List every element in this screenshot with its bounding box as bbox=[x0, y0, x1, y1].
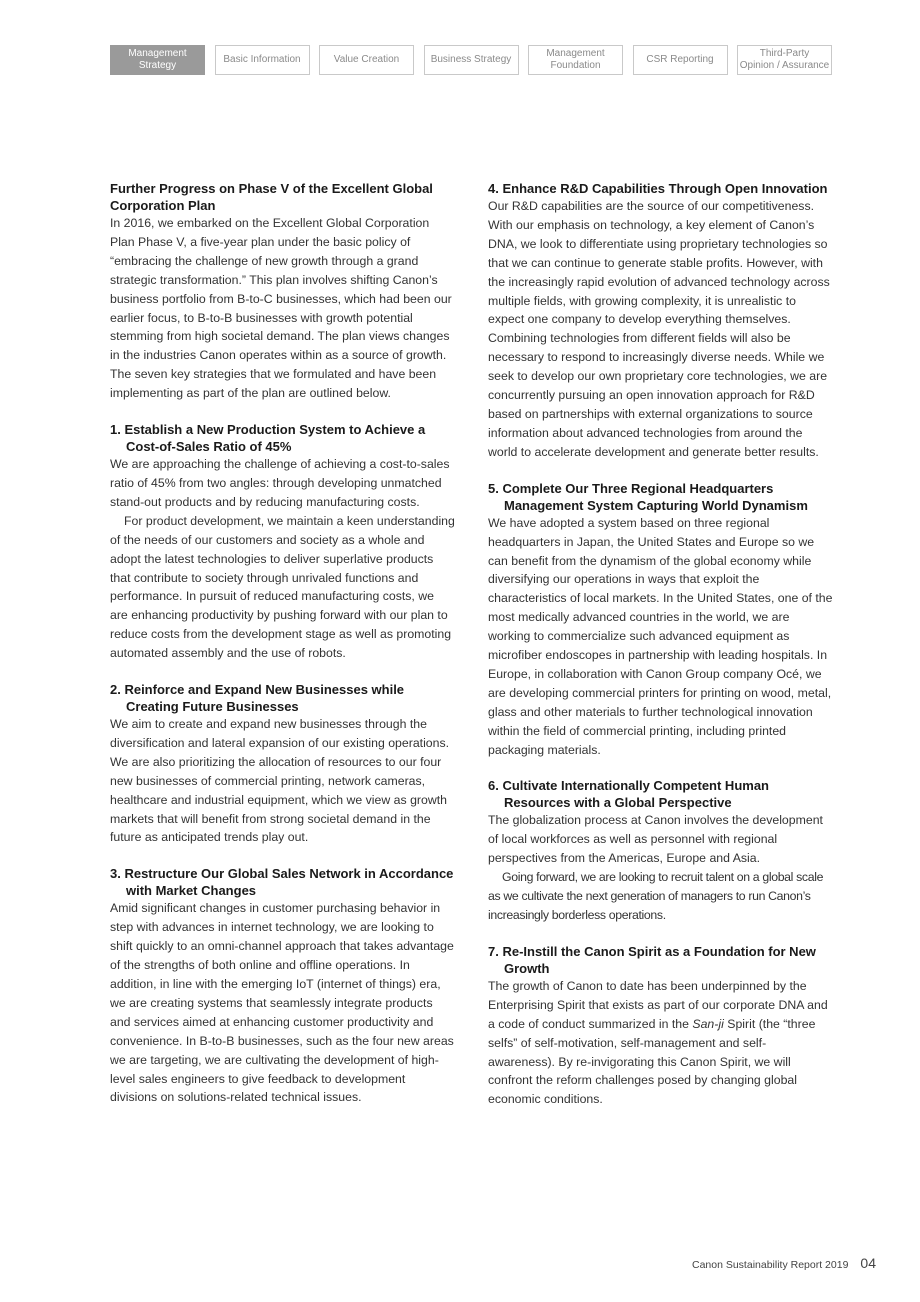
section-paragraph: Our R&D capabilities are the source of our competitiveness. With our emphasis on technology, a key element of Canon’s DNA, we look to differentiate using proprietary technologies so that we can continue to generate stable profits. However, with the increasingly rapid evolution of advanced technology across multiple fields, with growing complexity, it is unrealistic to expect one company to develop everything themselves. Combining technologies from different fields will also be necessary to respond to increasingly diverse needs. While we seek to develop our own proprietary core technologies, we are concurrently pursuing an open innovation approach for R&D based on partnerships with external organizations to source information about advanced technologies from around the world to accelerate development and generate better results. bbox=[488, 199, 830, 459]
section-paragraph: The globalization process at Canon involves the development of local workforces as well as personnel with regional perspectives from the Americas, Europe and Asia. bbox=[488, 813, 823, 866]
section-strategy-7 bbox=[488, 943, 833, 1109]
page-footer bbox=[692, 1255, 876, 1271]
section-paragraph: We have adopted a system based on three regional headquarters in Japan, the United States and Europe so we can benefit from the dynamism of the global economy while diversifying our operations in ways that exploit the characteristics of local markets. In the United States, one of the most medically advanced countries in the world, we are working to commercialize such advanced equipment as microfiber endoscopes in partnership with leading hospitals. In Europe, in collaboration with Canon Group company Océ, we are developing commercial printers for printing on wood, metal, glass and other materials to further technological innovation within the field of commercial printing, including printed packaging materials. bbox=[488, 515, 833, 757]
tab-value-creation[interactable]: Value Creation bbox=[319, 45, 414, 75]
page-number: 04 bbox=[860, 1255, 876, 1271]
tab-management-strategy[interactable]: Management Strategy bbox=[110, 45, 205, 75]
tab-csr-reporting[interactable]: CSR Reporting bbox=[633, 45, 728, 75]
section-strategy-5 bbox=[488, 480, 833, 760]
section-strategy-3 bbox=[110, 865, 455, 1107]
section-heading: 4. Enhance R&D Capabilities Through Open Innovation bbox=[488, 181, 828, 196]
tab-business-strategy[interactable]: Business Strategy bbox=[424, 45, 519, 75]
section-strategy-4 bbox=[488, 180, 833, 462]
section-paragraph: Amid significant changes in customer purchasing behavior in step with advances in internet technology, we are looking to shift quickly to an omni-channel approach that takes advantage of the strengths of both online and offline operations. In addition, in line with the emerging IoT (internet of things) era, we are creating systems that seamlessly integrate products and services aimed at enhancing customer productivity and convenience. In B-to-B businesses, such as the four new areas we are targeting, we are cultivating the development of high-level sales engineers to give feedback to development divisions on solutions-related technical issues. bbox=[110, 901, 454, 1105]
section-paragraph: For product development, we maintain a keen understanding of the needs of our customers and society as a whole and adopt the latest technologies to deliver superlative products that contribute to society through unrivaled functions and performance. In pursuit of reduced manufacturing costs, we are enhancing productivity by pushing forward with our plan to reduce costs from the development stage as well as promoting automated assembly and the use of robots. bbox=[110, 513, 455, 661]
section-tabs bbox=[110, 45, 832, 75]
section-heading: 2. Reinforce and Expand New Businesses while Creating Future Businesses bbox=[110, 682, 405, 715]
tab-management-foundation[interactable]: Management Foundation bbox=[528, 45, 623, 75]
section-paragraph: We aim to create and expand new businesses through the diversification and lateral expansion of our existing operations. We are also prioritizing the allocation of resources to our four new businesses of commercial printing, network cameras, healthcare and industrial equipment, which we view as growth markets that will benefit from strong societal demand in the future as anticipated trends play out. bbox=[110, 717, 450, 845]
tab-basic-information[interactable]: Basic Information bbox=[215, 45, 310, 75]
san-ji-term: San-ji bbox=[692, 1016, 724, 1031]
section-heading: 3. Restructure Our Global Sales Network in Accordance with Market Changes bbox=[110, 866, 454, 899]
tab-third-party-opinion[interactable]: Third-Party Opinion / Assurance bbox=[737, 45, 832, 75]
section-heading: Further Progress on Phase V of the Excellent Global Corporation Plan bbox=[110, 181, 433, 213]
section-strategy-2 bbox=[110, 681, 455, 847]
section-paragraph: In 2016, we embarked on the Excellent Global Corporation Plan Phase V, a five-year plan under the basic policy of “embracing the challenge of new growth through a grand strategic transformation.” This plan involves shifting Canon’s business portfolio from B-to-C businesses, which had been our earlier focus, to B-to-B businesses with growth potential stemming from high societal demand. The plan views changes in the industries Canon operates within as a source of growth. The seven key strategies that we formulated and have been implementing as part of the plan are outlined below. bbox=[110, 216, 452, 401]
section-heading: 7. Re-Instill the Canon Spirit as a Foundation for New Growth bbox=[488, 943, 816, 976]
paragraph-text: The growth of Canon to date has been underpinned by the Enterprising Spirit that exists as part of our corporate DNA and a code of conduct summarized in the bbox=[488, 978, 828, 1031]
paragraph-text: Spirit (the “three selfs” of self-motivation, self-management and self-awareness). By re-invigorating this Canon Spirit, we will confront the reform challenges posed by changing global economic conditions. bbox=[488, 1016, 816, 1107]
section-strategy-1 bbox=[110, 421, 455, 663]
right-column bbox=[488, 180, 833, 1127]
section-heading: 5. Complete Our Three Regional Headquarters Management System Capturing World Dynamism bbox=[488, 480, 808, 513]
section-heading: 6. Cultivate Internationally Competent Human Resources with a Global Perspective bbox=[488, 778, 769, 811]
section-paragraph: We are approaching the challenge of achieving a cost-to-sales ratio of 45% from two angles: through developing unmatched stand-out products and by reducing manufacturing costs. bbox=[110, 457, 450, 509]
left-column bbox=[110, 180, 455, 1125]
section-heading: 1. Establish a New Production System to Achieve a Cost-of-Sales Ratio of 45% bbox=[110, 422, 426, 455]
section-strategy-6 bbox=[488, 777, 833, 924]
report-title: Canon Sustainability Report 2019 bbox=[691, 1259, 849, 1271]
section-intro bbox=[110, 180, 455, 403]
section-paragraph bbox=[488, 977, 833, 1109]
section-paragraph: Going forward, we are looking to recruit talent on a global scale as we cultivate the next generation of managers to run Canon’s increasingly borderless operations. bbox=[488, 870, 824, 922]
